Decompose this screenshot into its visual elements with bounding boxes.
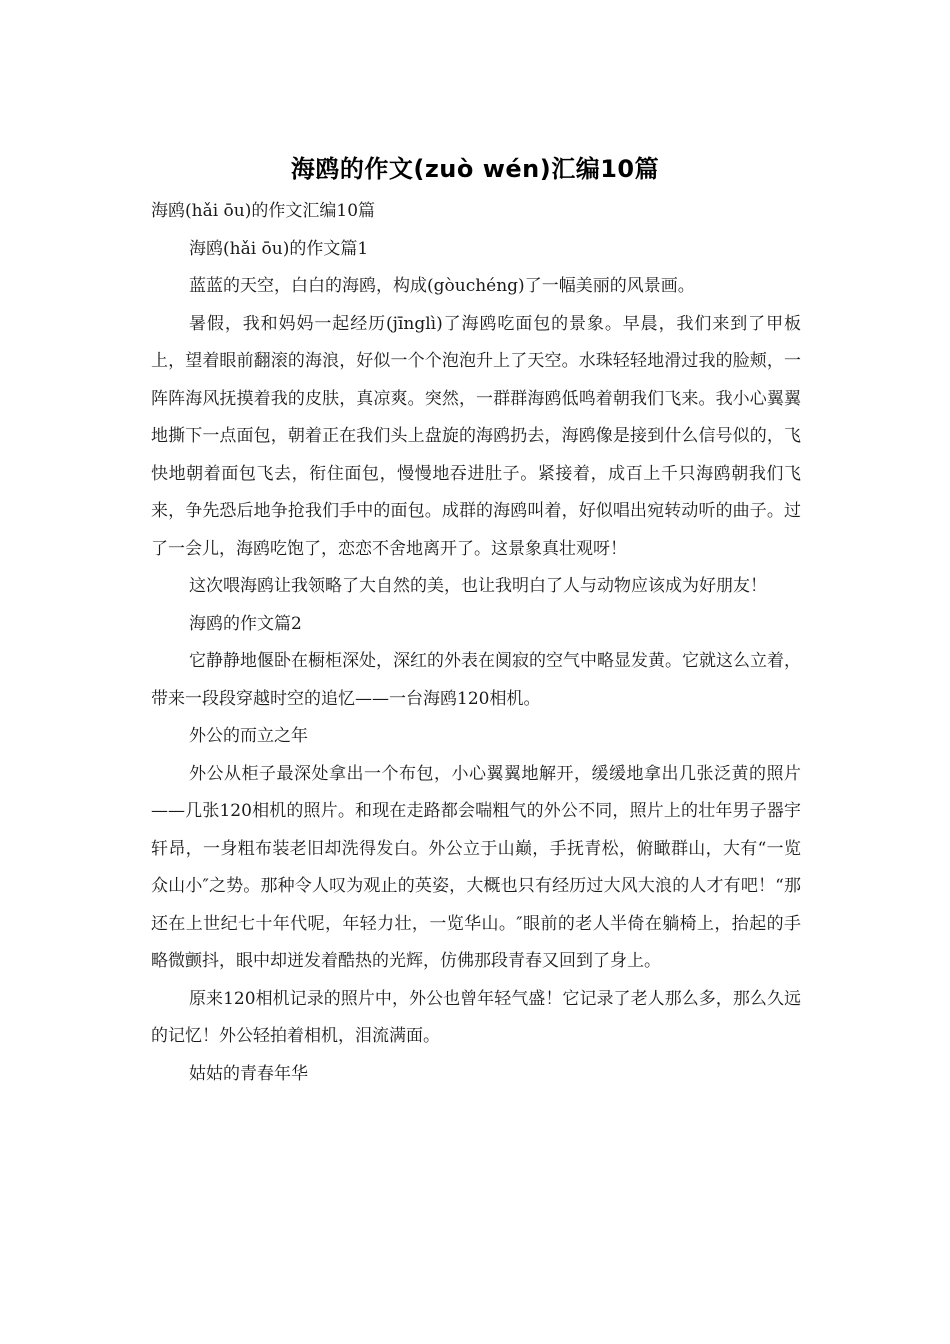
document-paragraph: 这次喂海鸥让我领略了大自然的美，也让我明白了人与动物应该成为好朋友！ (189, 576, 767, 596)
document-paragraph: 海鸥(hǎi ōu)的作文汇编10篇 (151, 201, 376, 221)
document-title: 海鸥的作文(zuò wén)汇编10篇 (290, 155, 660, 183)
document-paragraph: 海鸥的作文篇2 (189, 613, 302, 634)
document-body (151, 193, 801, 1093)
document-paragraph: 外公从柜子最深处拿出一个布包，小心翼翼地解开，缓缓地拿出几张泛黄的照片——几张120相机的照片。和现在走路都会喘粗气的外公不同，照片上的壮年男子器宇轩昂，一身粗布装老旧却洗得发白。外公立于山巅，手抚青松，俯瞰群山，大有“一览众山小″之势。那种令人叹为观止的英姿，大概也只有经历过大风大浪的人才有吧！“那还在上世纪七十年代呢，年轻力壮，一览华山。″眼前的老人半倚在躺椅上，抬起的手略微颤抖，眼中却迸发着酷热的光辉，仿佛那段青春又回到了身上。 (151, 763, 801, 971)
document-paragraph: 海鸥(hǎi ōu)的作文篇1 (189, 238, 369, 259)
document-paragraph: 原来120相机记录的照片中，外公也曾年轻气盛！它记录了老人那么多，那么久远的记忆！外公轻拍着相机，泪流满面。 (151, 988, 801, 1046)
document-paragraph: 它静静地偃卧在橱柜深处，深红的外表在阒寂的空气中略显发黄。它就这么立着，带来一段段穿越时空的追忆——一台海鸥120相机。 (151, 651, 801, 709)
document-paragraph: 外公的而立之年 (189, 726, 308, 746)
document-paragraph: 姑姑的青春年华 (189, 1063, 308, 1084)
document-paragraph: 蓝蓝的天空，白白的海鸥，构成(gòuchéng)了一幅美丽的风景画。 (189, 276, 695, 296)
document-paragraph: 暑假，我和妈妈一起经历(jīnglì)了海鸥吃面包的景象。早晨，我们来到了甲板上，望着眼前翻滚的海浪，好似一个个泡泡升上了天空。水珠轻轻地滑过我的脸颊，一阵阵海风抚摸着我的皮肤，真凉爽。突然，一群群海鸥低鸣着朝我们飞来。我小心翼翼地撕下一点面包，朝着正在我们头上盘旋的海鸥扔去，海鸥像是接到什么信号似的，飞快地朝着面包飞去，衔住面包，慢慢地吞进肚子。紧接着，成百上千只海鸥朝我们飞来，争先恐后地争抢我们手中的面包。成群的海鸥叫着，好似唱出宛转动听的曲子。过了一会儿，海鸥吃饱了，恋恋不舍地离开了。这景象真壮观呀！ (151, 313, 801, 559)
